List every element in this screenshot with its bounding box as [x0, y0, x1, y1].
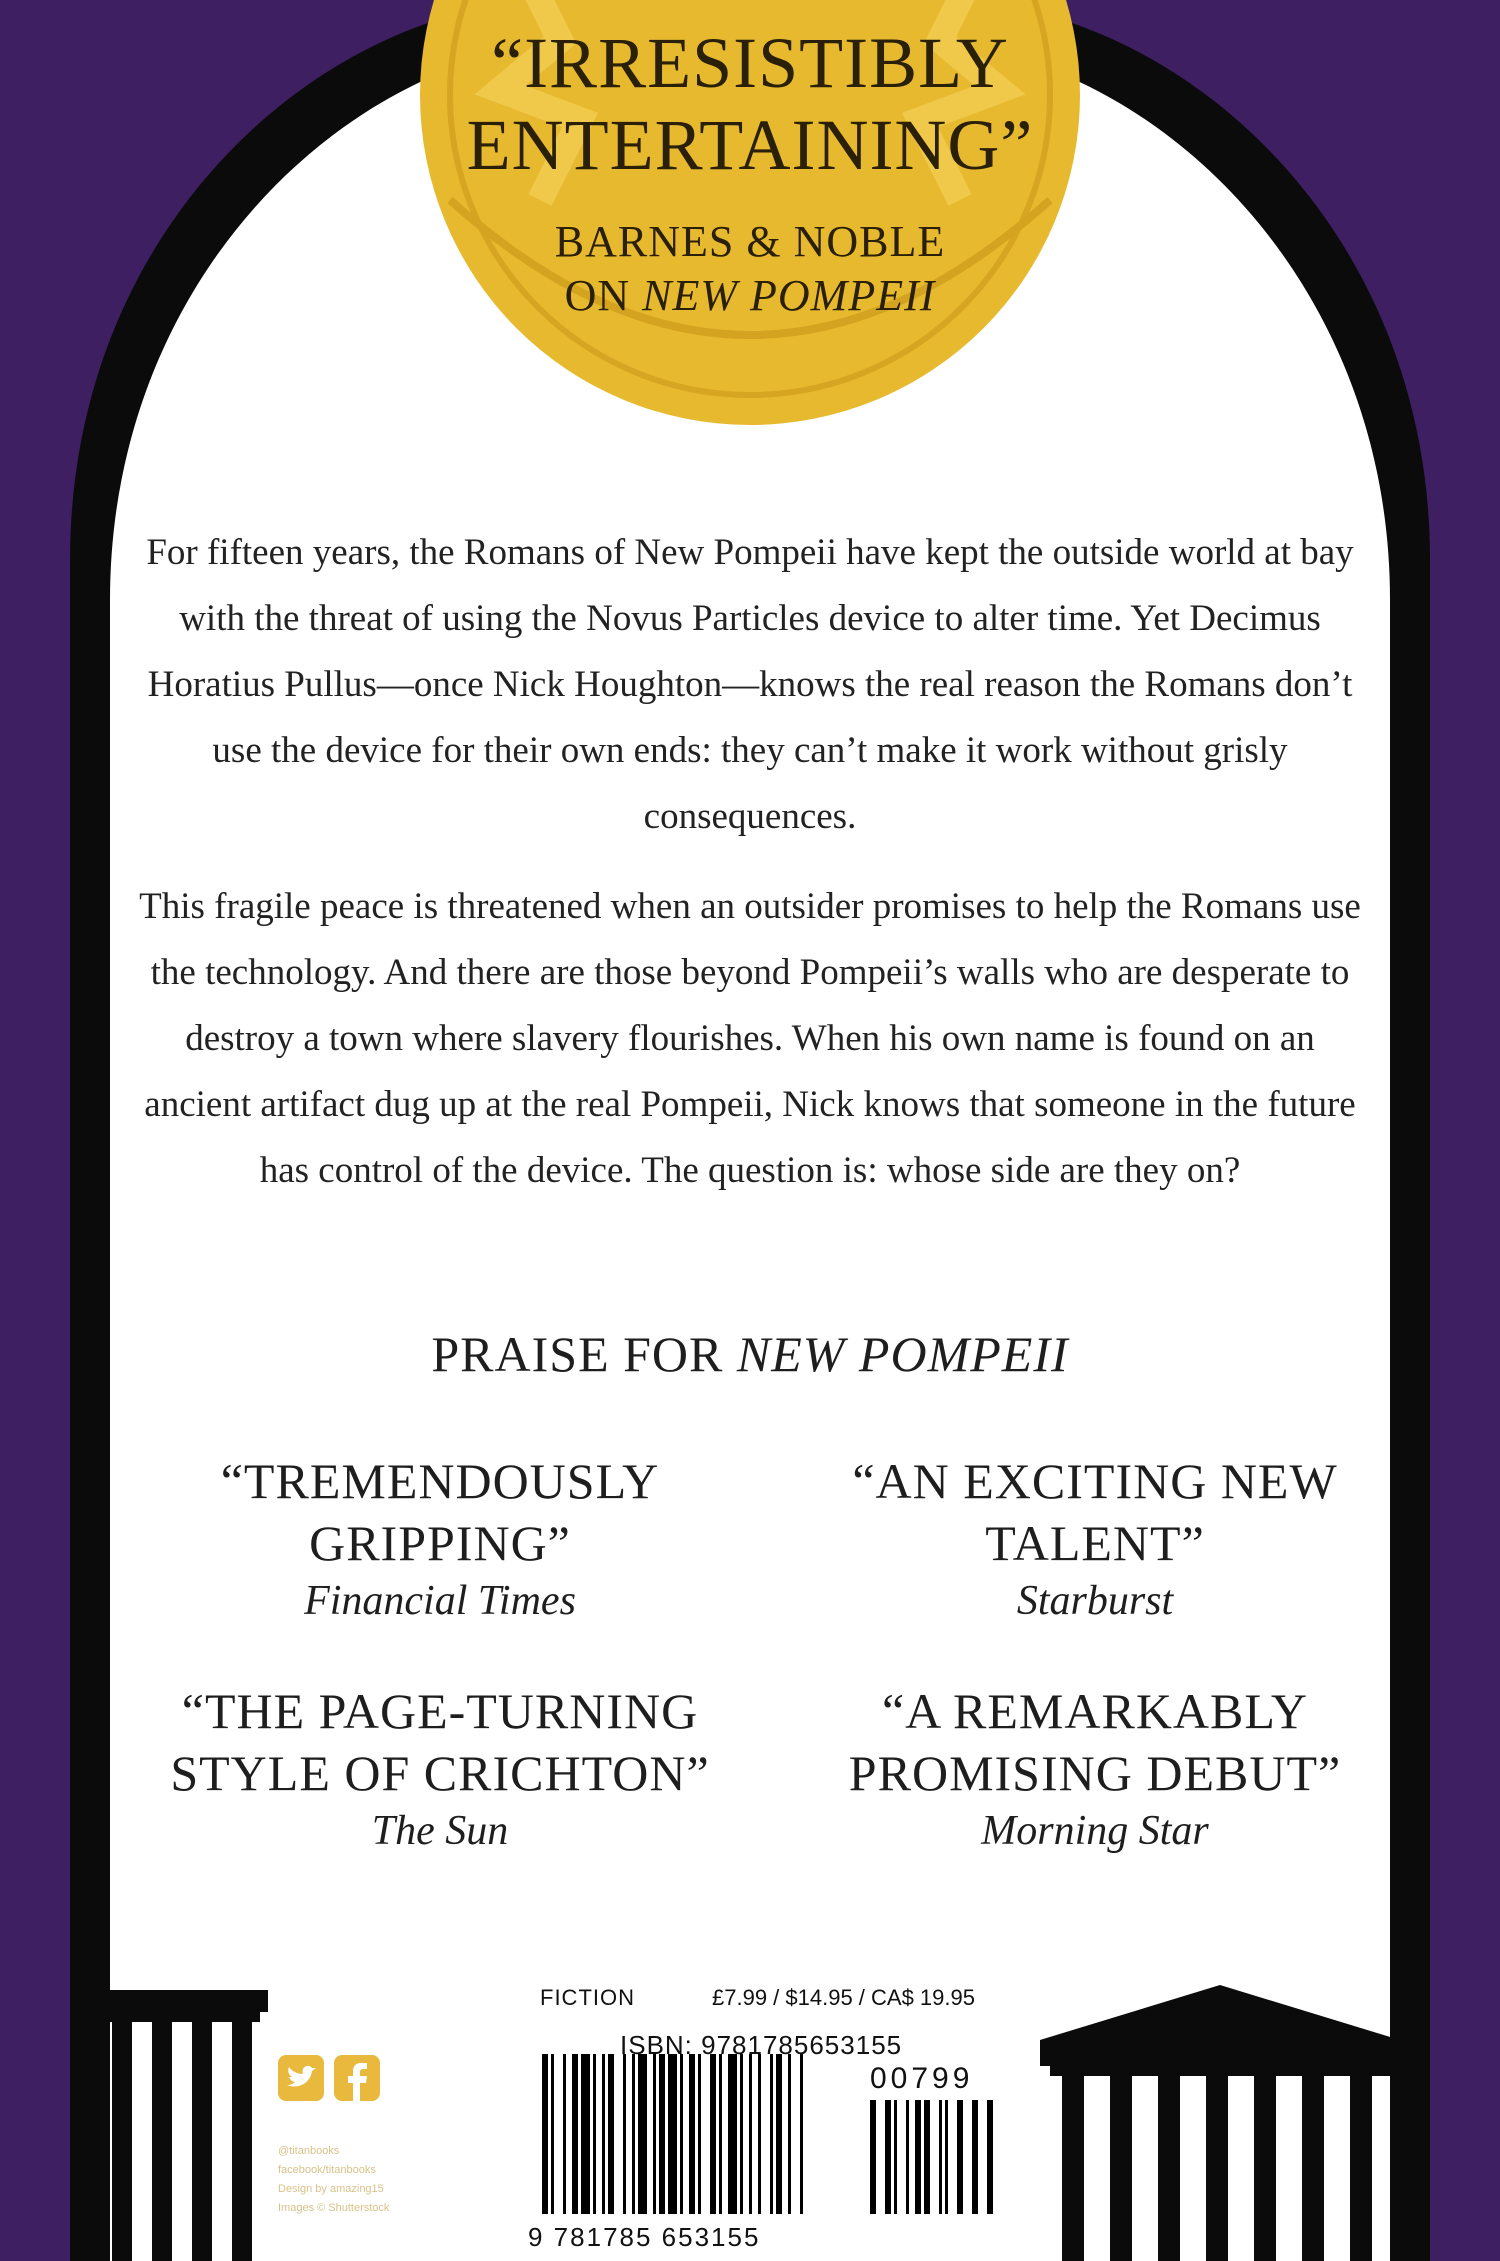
quote-text: “THE PAGE-TURNING STYLE OF CRICHTON”	[170, 1683, 710, 1801]
blurb-paragraph: For fifteen years, the Romans of New Pompeii have kept the outside world at bay with the threat of using the Novus Particles device to alter time. Yet Decimus Horatius Pullus—once Nick Houghton—knows the real reason the Romans don’t use the device for their own ends: they can’t make it work without grisly consequences.	[146, 532, 1354, 837]
genre-label: FICTION	[540, 1985, 635, 2010]
credit-line: facebook/titanbooks	[278, 2164, 376, 2176]
praise-quote	[780, 1680, 1410, 1858]
barcode-number: 9 781785 653155	[528, 2222, 761, 2252]
seal-source	[420, 215, 1080, 323]
quote-text: “AN EXCITING NEW TALENT”	[852, 1453, 1338, 1571]
facebook-icon	[334, 2055, 380, 2101]
quote-text: “A REMARKABLY PROMISING DEBUT”	[848, 1683, 1342, 1801]
credit-line: @titanbooks	[278, 2145, 340, 2157]
seal-quote: “IRRESISTIBLY ENTERTAINING”	[466, 23, 1034, 185]
praise-quote	[780, 1450, 1410, 1628]
credit-line: Images © Shutterstock	[278, 2202, 390, 2214]
price-list: £7.99 / $14.95 / CA$ 19.95	[712, 1985, 975, 2010]
praise-quote	[130, 1680, 750, 1858]
quote-source: The Sun	[371, 1808, 509, 1854]
design-credits	[278, 2142, 428, 2218]
seal-source-line1: BARNES & NOBLE	[554, 217, 946, 266]
praise-quote	[130, 1450, 750, 1628]
praise-heading: PRAISE FOR NEW POMPEII	[431, 1326, 1069, 1382]
quote-text: “TREMENDOUSLY GRIPPING”	[220, 1453, 660, 1571]
quote-source: Financial Times	[304, 1578, 576, 1624]
seal-source-line2: ON NEW POMPEII	[564, 271, 936, 320]
quote-source: Morning Star	[981, 1808, 1209, 1854]
praise-book-title: NEW POMPEII	[736, 1326, 1069, 1382]
credit-line: Design by amazing15	[278, 2183, 384, 2195]
seal-book-title: NEW POMPEII	[642, 271, 936, 320]
book-blurb	[130, 520, 1370, 1228]
quote-source: Starburst	[1016, 1578, 1174, 1624]
barcode-addon-number: 00799	[870, 2062, 974, 2095]
blurb-paragraph: This fragile peace is threatened when an outsider promises to help the Romans use the technology. And there are those beyond Pompeii’s walls who are desperate to destroy a town where slavery flourishes. When his own name is found on an ancient artifact dug up at the real Pompeii, Nick knows that someone in the future has control of the device. The question is: whose side are they on?	[139, 886, 1361, 1191]
twitter-icon	[278, 2055, 324, 2101]
isbn-label: ISBN: 9781785653155	[620, 2030, 903, 2060]
